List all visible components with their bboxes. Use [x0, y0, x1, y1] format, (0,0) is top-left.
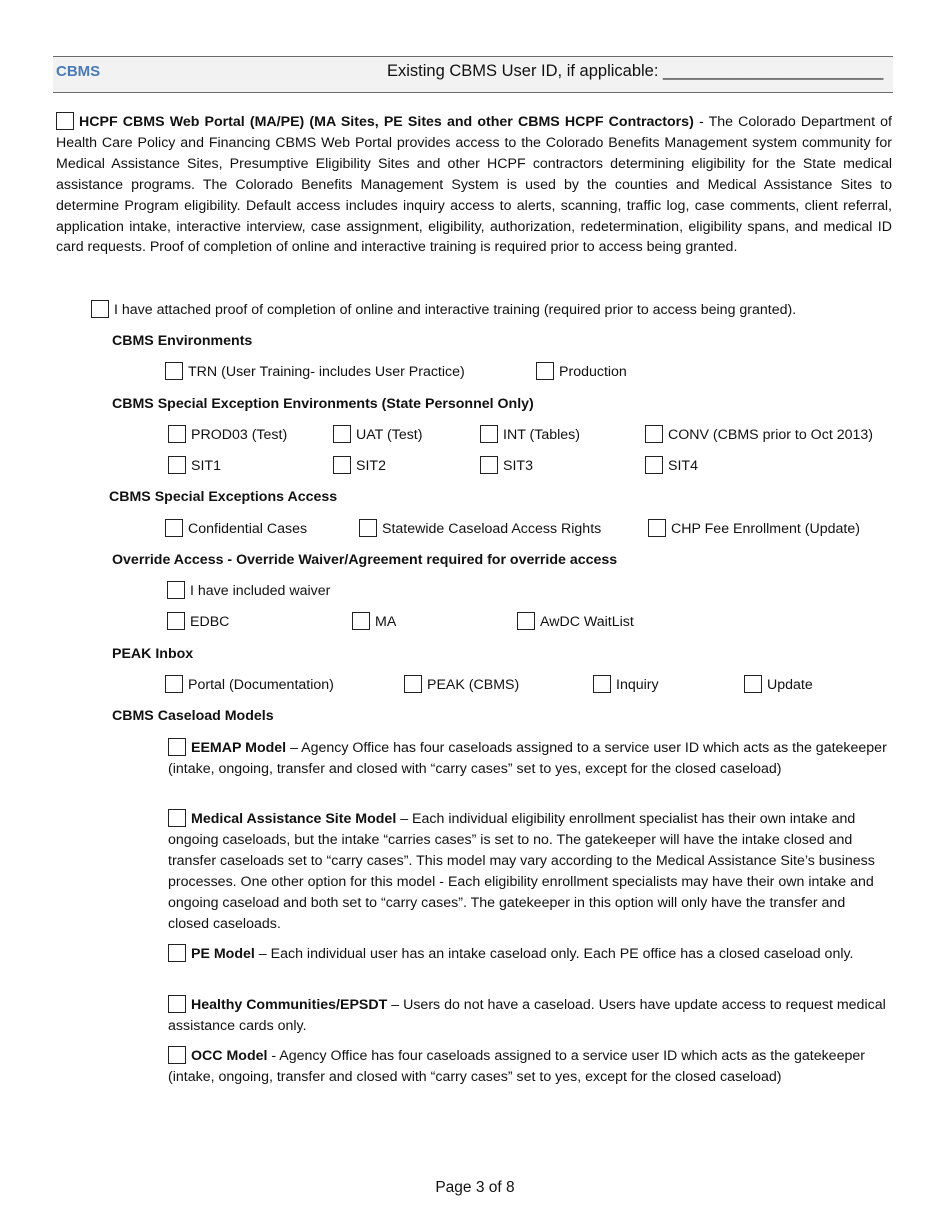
env-option-trn	[165, 362, 465, 382]
override-ma	[352, 612, 396, 632]
sit4-checkbox[interactable]	[645, 456, 663, 474]
awdc-checkbox[interactable]	[517, 612, 535, 630]
inquiry-label: Inquiry	[616, 677, 659, 693]
waiver-label: I have included waiver	[190, 583, 331, 599]
special-env-sit1	[168, 456, 221, 476]
edbc-label: EDBC	[190, 614, 230, 630]
peak-inquiry	[593, 675, 659, 695]
awdc-label: AwDC WaitList	[540, 614, 634, 630]
int-checkbox[interactable]	[480, 425, 498, 443]
inquiry-checkbox[interactable]	[593, 675, 611, 693]
training-proof-option	[91, 300, 796, 320]
portal-label: Portal (Documentation)	[188, 677, 334, 693]
peak-heading: PEAK Inbox	[112, 646, 194, 662]
peak-portal	[165, 675, 334, 695]
sit1-checkbox[interactable]	[168, 456, 186, 474]
web-portal-description	[56, 112, 892, 258]
eemap-title: EEMAP Model	[191, 740, 287, 756]
edbc-checkbox[interactable]	[167, 612, 185, 630]
override-waiver	[167, 581, 330, 601]
occ-title: OCC Model	[191, 1048, 268, 1064]
training-proof-label: I have attached proof of completion of online and interactive training (required prior to access being granted).	[114, 302, 797, 318]
ma-site-text: – Each individual eligibility enrollment specialist has their own intake and ongoing caseloads, but the intake “carries cases” is set to no. The gatekeeper will have the intake closed and transfer caseloads set to “carry cases”. This model may vary according to the Medical Assistance Site’s business processes. One other option for this model - Each eligibility enrollment specialists may have their own intake and ongoing caseload and both set to “carry cases”. The gatekeeper in this option will only have the transfer and closed caseloads.	[168, 811, 875, 932]
sit3-label: SIT3	[503, 458, 533, 474]
ma-label: MA	[375, 614, 397, 630]
statewide-checkbox[interactable]	[359, 519, 377, 537]
statewide-label: Statewide Caseload Access Rights	[382, 521, 602, 537]
special-env-prod03	[168, 425, 287, 445]
existing-user-id-label: Existing CBMS User ID, if applicable: ________________________	[387, 62, 884, 80]
pe-title: PE Model	[191, 946, 255, 962]
peak-cbms-checkbox[interactable]	[404, 675, 422, 693]
web-portal-body: - The Colorado Department of Health Care Policy and Financing CBMS Web Portal provides access to the Colorado Benefits Management system community for Medical Assistance Sites, Presumptive Eligibility Sites and other HCPF contractors determining eligibility for the State medical assistance programs. The Colorado Benefits Management System is used by the counties and Medical Assistance Sites to determine Program eligibility. Default access includes inquiry access to alerts, scanning, traffic log, case comments, client referral, application intake, interactive interview, case assignment, eligibility, authorization, redetermination, eligibility spans, and medical ID card requests. Proof of completion of online and interactive training is required prior to access being granted.	[56, 114, 892, 256]
special-env-sit3	[480, 456, 533, 476]
prod03-label: PROD03 (Test)	[191, 427, 288, 443]
sit1-label: SIT1	[191, 458, 221, 474]
env-production-label: Production	[559, 364, 627, 380]
ma-site-checkbox[interactable]	[168, 809, 186, 827]
confidential-checkbox[interactable]	[165, 519, 183, 537]
header-brand: CBMS	[56, 63, 101, 80]
caseload-model-occ	[168, 1046, 890, 1088]
special-access-heading: CBMS Special Exceptions Access	[109, 489, 338, 505]
conv-checkbox[interactable]	[645, 425, 663, 443]
update-checkbox[interactable]	[744, 675, 762, 693]
sit2-checkbox[interactable]	[333, 456, 351, 474]
page-header	[53, 56, 893, 93]
pe-text: – Each individual user has an intake caseload only. Each PE office has a closed caseload only.	[254, 946, 854, 962]
confidential-label: Confidential Cases	[188, 521, 308, 537]
waiver-checkbox[interactable]	[167, 581, 185, 599]
sit4-label: SIT4	[668, 458, 698, 474]
env-trn-checkbox[interactable]	[165, 362, 183, 380]
special-env-uat	[333, 425, 422, 445]
healthy-communities-checkbox[interactable]	[168, 995, 186, 1013]
healthy-communities-text: – Users do not have a caseload. Users have update access to request medical assistance cards only.	[168, 997, 886, 1034]
caseload-model-healthy-communities	[168, 995, 890, 1037]
eemap-text: – Agency Office has four caseloads assigned to a service user ID which acts as the gatekeeper (intake, ongoing, transfer and closed with “carry cases” set to yes, except for the closed caseload)	[168, 740, 887, 777]
override-edbc	[167, 612, 229, 632]
conv-label: CONV (CBMS prior to Oct 2013)	[668, 427, 873, 443]
pe-checkbox[interactable]	[168, 944, 186, 962]
prod03-checkbox[interactable]	[168, 425, 186, 443]
environments-heading: CBMS Environments	[112, 333, 253, 349]
special-env-conv	[645, 425, 873, 445]
override-awdc	[517, 612, 634, 632]
env-trn-label: TRN (User Training- includes User Practice)	[188, 364, 465, 380]
web-portal-title: HCPF CBMS Web Portal (MA/PE) (MA Sites, PE Sites and other CBMS HCPF Contractors)	[79, 114, 694, 130]
occ-text: - Agency Office has four caseloads assigned to a service user ID which acts as the gatekeeper (intake, ongoing, transfer and closed with “carry cases” set to yes, except for the closed caseload)	[168, 1048, 865, 1085]
caseload-heading: CBMS Caseload Models	[112, 708, 274, 724]
special-env-heading: CBMS Special Exception Environments (State Personnel Only)	[112, 396, 534, 412]
ma-checkbox[interactable]	[352, 612, 370, 630]
sit2-label: SIT2	[356, 458, 386, 474]
env-option-production	[536, 362, 627, 382]
training-proof-checkbox[interactable]	[91, 300, 109, 318]
portal-checkbox[interactable]	[165, 675, 183, 693]
chp-fee-label: CHP Fee Enrollment (Update)	[671, 521, 860, 537]
special-env-sit2	[333, 456, 386, 476]
occ-checkbox[interactable]	[168, 1046, 186, 1064]
caseload-model-eemap	[168, 738, 890, 780]
eemap-checkbox[interactable]	[168, 738, 186, 756]
special-env-sit4	[645, 456, 698, 476]
uat-label: UAT (Test)	[356, 427, 423, 443]
access-confidential	[165, 519, 307, 539]
int-label: INT (Tables)	[503, 427, 580, 443]
update-label: Update	[767, 677, 813, 693]
web-portal-checkbox[interactable]	[56, 112, 74, 130]
access-chp-fee	[648, 519, 860, 539]
uat-checkbox[interactable]	[333, 425, 351, 443]
peak-update	[744, 675, 813, 695]
env-production-checkbox[interactable]	[536, 362, 554, 380]
caseload-model-ma-site	[168, 809, 890, 934]
chp-fee-checkbox[interactable]	[648, 519, 666, 537]
healthy-communities-title: Healthy Communities/EPSDT	[191, 997, 388, 1013]
page-number: Page 3 of 8	[435, 1179, 515, 1196]
override-heading: Override Access - Override Waiver/Agreement required for override access	[112, 552, 618, 568]
ma-site-title: Medical Assistance Site Model	[191, 811, 397, 827]
peak-cbms	[404, 675, 519, 695]
peak-cbms-label: PEAK (CBMS)	[427, 677, 520, 693]
access-statewide	[359, 519, 601, 539]
sit3-checkbox[interactable]	[480, 456, 498, 474]
special-env-int	[480, 425, 580, 445]
caseload-model-pe	[168, 944, 890, 965]
